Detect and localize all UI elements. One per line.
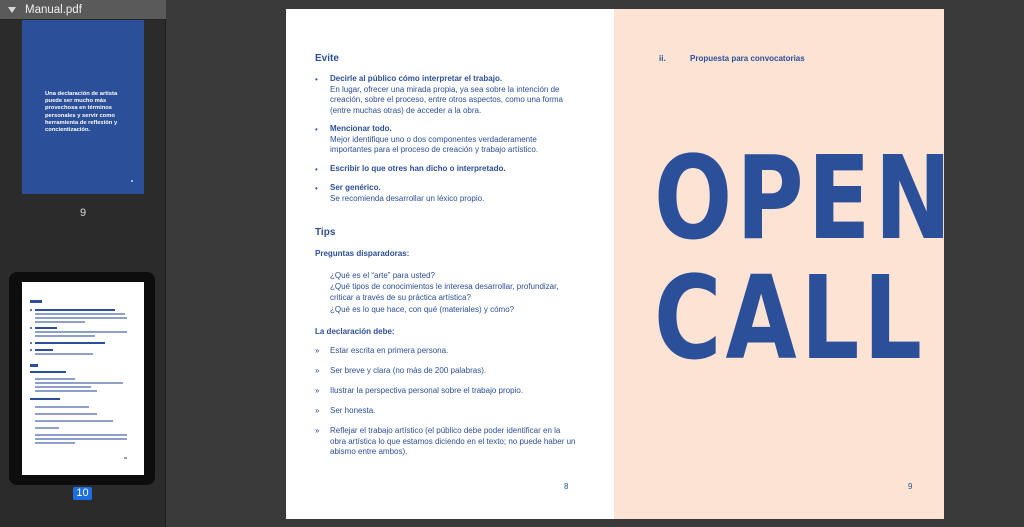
declaracion-item-3: Ilustrar la perspectiva personal sobre el trabajo propio.: [330, 386, 523, 395]
declaracion-item-2: Ser breve y clara (no más de 200 palabras).: [330, 366, 487, 375]
page-label-9: 9: [79, 207, 87, 219]
thumb-line: [30, 364, 38, 367]
thumb-line: [35, 313, 125, 315]
disclosure-triangle-icon[interactable]: [8, 7, 16, 13]
bullet-marker: •: [315, 75, 318, 84]
thumb-line: [35, 342, 105, 344]
page-thumbnail-9[interactable]: [22, 20, 144, 194]
thumb-line: [35, 317, 127, 319]
thumbnail-9-text: Una declaración de artista puede ser mucho más provechosa en términos personales y servir como herramienta de reflexión y concientización.: [45, 91, 118, 134]
preguntas-heading: Preguntas disparadoras:: [315, 249, 410, 258]
evite-item-body: Mejor identifique uno o dos componentes verdaderamente importantes para el proceso de creación y trabajo artístico.: [330, 134, 539, 154]
evite-item-title: Decirle al público cómo interpretar el trabajo.: [330, 74, 503, 83]
thumb-line: [35, 442, 75, 444]
page-number-8: 8: [564, 482, 569, 491]
evite-item-2: [330, 124, 578, 156]
thumb-line: [30, 349, 32, 351]
thumb-line: [35, 390, 97, 392]
page-number-9: 9: [908, 482, 913, 491]
thumb-line: [35, 382, 123, 384]
question-1: ¿Qué es el “arte” para usted?: [330, 271, 435, 280]
thumb-line: [35, 335, 95, 337]
arrow-marker: »: [315, 386, 320, 395]
document-header[interactable]: [0, 0, 166, 20]
poster-word-open: OPEN: [654, 131, 956, 266]
thumb-line: [35, 406, 89, 408]
page-thumbnail-10[interactable]: [22, 282, 144, 475]
evite-item-1: [330, 74, 578, 116]
thumb-line: [35, 420, 113, 422]
thumb-line: [35, 349, 53, 351]
declaracion-item-1: Estar escrita en primera persona.: [330, 346, 449, 355]
bullet-marker: •: [315, 165, 318, 174]
question-3: ¿Qué es lo que hace, con qué (materiales) y cómo?: [330, 305, 515, 314]
evite-item-title: Mencionar todo.: [330, 124, 392, 133]
thumb-line: [35, 386, 91, 388]
evite-item-title: Ser genérico.: [330, 183, 381, 192]
thumb-line: [30, 342, 32, 344]
thumb-line: [30, 327, 32, 329]
evite-item-3: [330, 164, 578, 175]
thumb-line: [35, 331, 127, 333]
evite-item-body: En lugar, ofrecer una mirada propia, ya sea sobre la intención de creación, sobre el proceso, entre otros aspectos, como una forma (entre muchas otras) de acceder a la obra.: [330, 84, 564, 115]
evite-item-title: Escribir lo que otres han dicho o interpretado.: [330, 164, 506, 173]
thumb-line: [124, 457, 127, 459]
thumb-line: [30, 398, 60, 400]
declaracion-item-5: Reflejar el trabajo artístico (el público debe poder identificar en la obra artística lo que estamos diciendo en el texto; no puede haber un abismo entre ambos).: [330, 426, 576, 456]
arrow-marker: »: [315, 426, 320, 435]
section-number: ii.: [659, 54, 666, 63]
bullet-marker: •: [315, 184, 318, 193]
thumbnail-9-mark: [131, 180, 133, 182]
evite-item-body: Se recomienda desarrollar un léxico propio.: [330, 193, 485, 203]
arrow-marker: »: [315, 346, 320, 355]
poster-word-call: CALL: [654, 251, 926, 386]
thumb-line: [35, 378, 75, 380]
declaracion-item-4: Ser honesta.: [330, 406, 376, 415]
thumb-line: [35, 327, 57, 329]
page-label-10-selected: 10: [73, 487, 92, 500]
evite-item-4: [330, 183, 578, 204]
thumb-line: [30, 300, 42, 303]
document-title: Manual.pdf: [25, 3, 82, 16]
tips-heading: Tips: [315, 227, 336, 238]
page-9: [614, 9, 956, 519]
evite-heading: Evite: [315, 53, 339, 64]
section-title: Propuesta para convocatorias: [690, 54, 805, 63]
thumb-line: [35, 427, 59, 429]
arrow-marker: »: [315, 366, 320, 375]
thumb-line: [35, 438, 127, 440]
thumb-line: [35, 321, 85, 323]
thumb-line: [30, 371, 66, 373]
thumbnail-sidebar: [0, 0, 166, 527]
page-8: [286, 9, 614, 519]
thumb-line: [35, 309, 115, 311]
declaracion-heading: La declaración debe:: [315, 327, 395, 336]
thumb-line: [35, 413, 97, 415]
question-2: ¿Qué tipos de conocimientos le interesa desarrollar, profundizar, criticar a través de su práctica artística?: [330, 282, 559, 302]
arrow-marker: »: [315, 406, 320, 415]
bullet-marker: •: [315, 125, 318, 134]
thumb-line: [35, 353, 93, 355]
thumb-line: [35, 434, 127, 436]
thumb-line: [30, 309, 32, 311]
